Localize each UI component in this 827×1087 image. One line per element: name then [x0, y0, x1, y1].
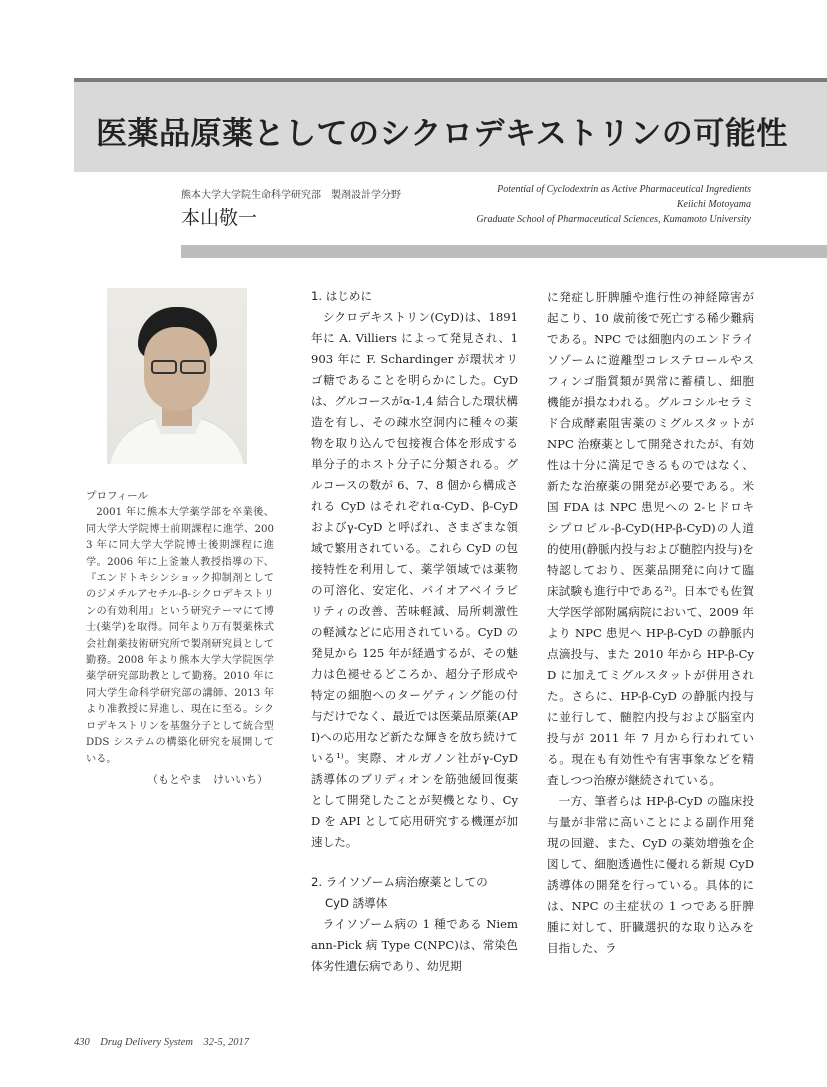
section-2-heading — [311, 872, 518, 914]
section-2-heading-line2: CyD 誘導体 — [325, 896, 388, 910]
section-1-body: シクロデキストリン(CyD)は、1891 年に A. Villiers によって発見され、1903 年に F. Schardinger が環状オリゴ糖であることを明らかにした。CyD は、グルコースがα-1,4 結合した環状構造を有し、その疎水空洞内に種々の薬物を取り込んで包接複合体を形成する単分子的ホスト分子に分類される。グルコースの数が 6、7、8 個から構成される CyD はそれぞれα-CyD、β-CyD およびγ-CyD と呼ばれ、さまざまな領域で繁用されている。これら CyD の包接特性を利用して、薬学領域では薬物の可溶化、安定化、バイオアベイラビリティの改善、苦味軽減、局所刺激性の軽減などに応用されている。CyD の発見から 125 年が経過するが、その魅力は色褪せるどころか、超分子形成や特定の細胞へのターゲティング能の付与だけでなく、最近では医薬品原薬(API)への応用など新たな輝きを放ち続けている¹⁾。実際、オルガノン社がγ-CyD 誘導体のブリディオンを筋弛緩回復薬として開発したことが契機となり、CyD を API として応用研究する機運が加速した。 — [311, 310, 518, 849]
profile-signature: （もとやま けいいち） — [147, 772, 268, 786]
affiliation-ja: 熊本大学大学院生命科学研究部 製剤設計学分野 — [181, 190, 401, 201]
profile-block — [86, 488, 274, 788]
section-rule — [181, 245, 827, 258]
text-column-1 — [311, 286, 518, 977]
section-2-body-paragraph-2: 一方、筆者らは HP-β-CyD の臨床投与量が非常に高いことによる副作用発現の回避、また、CyD の薬効増強を企図して、細胞透過性に優れる新規 CyD 誘導体の開発を行っている。具体的には、NPC の主症状の 1 つである肝脾腫に対して、肝臓選択的な取り込みを目指した、ラ — [547, 794, 754, 955]
author-en: Keiichi Motoyama — [676, 199, 751, 210]
author-photo — [107, 288, 247, 464]
section-1-heading: 1. はじめに — [311, 289, 373, 303]
title-en: Potential of Cyclodextrin as Active Pharmaceutical Ingredients — [497, 184, 751, 195]
text-column-2 — [547, 287, 754, 959]
profile-heading: プロフィール — [86, 490, 148, 502]
english-title-block — [476, 182, 751, 227]
section-2-body-continued: に発症し肝脾腫や進行性の神経障害が起こり、10 歳前後で死亡する稀少難病である。NPC では細胞内のエンドライソゾームに遊離型コレステロールやスフィンゴ脂質類が異常に蓄積し、細胞機能が損なわれる。グルコシルセラミド合成酵素阻害薬のミグルスタットが NPC 治療薬として開発されたが、有効性は十分に満足できるものではなく、新たな治療薬の開発が必要である。米国 FDA は NPC 患児への 2-ヒドロキシプロピル-β-CyD(HP-β-CyD)の人道的使用(静脈内投与および髄腔内投与)を特認しており、医薬品開発に向けて臨床試験も進行中である²⁾。日本でも佐賀大学医学部附属病院において、2009 年より NPC 患児へ HP-β-CyD の静脈内点滴投与、また 2010 年から HP-β-CyD に加えてミグルスタットが併用された。さらに、HP-β-CyD の静脈内投与に並行して、髄腔内投与および脳室内投与が 2011 年 7 月から行われている。現在も有効性や有害事象などを精査しつつ治療が継続されている。 — [547, 290, 754, 787]
page-footer: 430 Drug Delivery System 32-5, 2017 — [74, 1037, 249, 1048]
section-2-body-start: ライソゾーム病の 1 種である Niemann-Pick 病 Type C(NPC)は、常染色体劣性遺伝病であり、幼児期 — [311, 917, 518, 973]
article-title: 医薬品原薬としてのシクロデキストリンの可能性 — [96, 116, 788, 152]
profile-body: 2001 年に熊本大学薬学部を卒業後、同大学大学院博士前期課程に進学、2003 年に同大学大学院博士後期課程に進学。2006 年に上釜兼人教授指導の下、『エンドトキシンショック抑制剤としてのジメチルアセチル-β-シクロデキストリンの有効利用』という研究テーマにて博士(薬学)を取得。同年より万有製薬株式会社創薬技術研究所で製剤研究員として勤務。2008 年より熊本大学大学院医学薬学研究部助教として勤務。2010 年に同大学生命科学研究部の講師、2013 年より准教授に昇進し、現在に至る。シクロデキストリンを基盤分子として統合型 DDS システムの構築化研究を展開している。 — [86, 507, 274, 765]
author-name-ja: 本山敬一 — [181, 207, 258, 229]
section-2-heading-line1: 2. ライソゾーム病治療薬としての — [311, 875, 488, 889]
title-band — [74, 82, 827, 172]
affiliation-en: Graduate School of Pharmaceutical Sciences, Kumamoto University — [476, 214, 751, 225]
